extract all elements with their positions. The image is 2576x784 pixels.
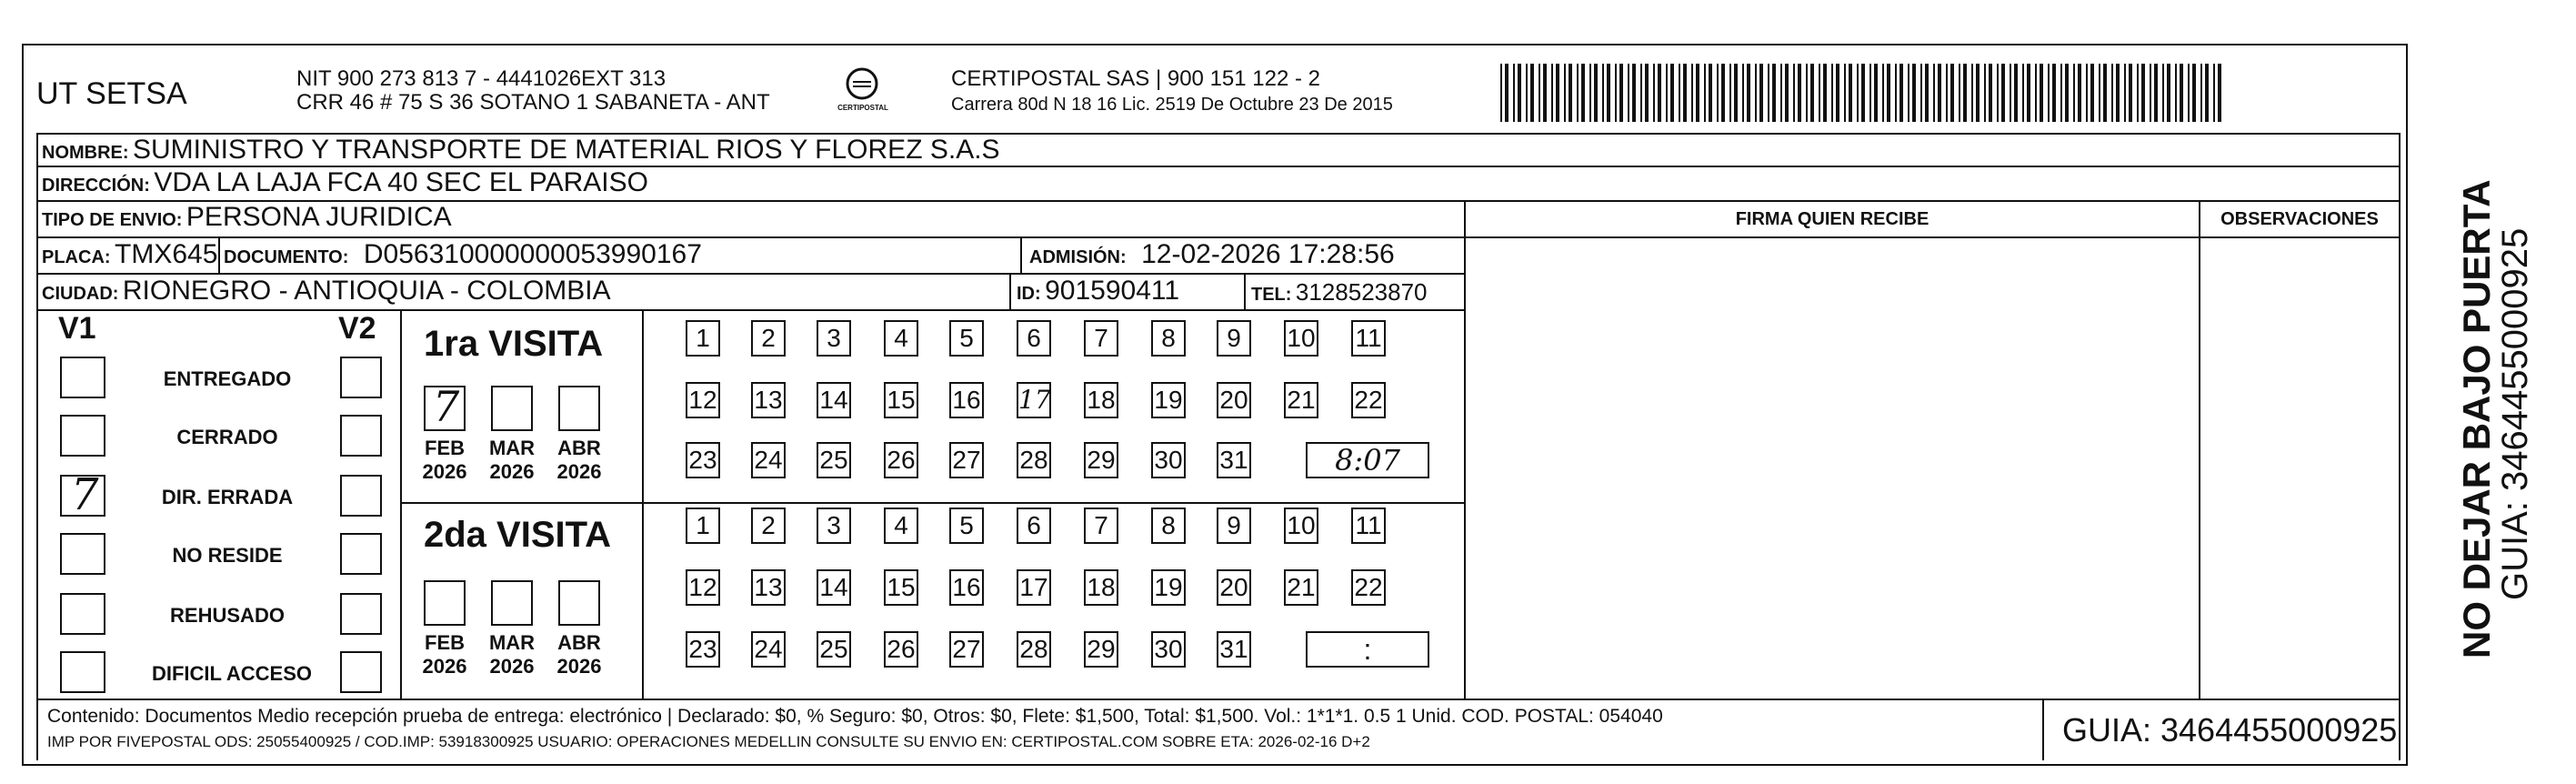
day-checkbox[interactable]: 15	[884, 382, 918, 418]
barcode-bar	[1619, 64, 1623, 122]
barcode-bar	[1589, 64, 1591, 122]
day-checkbox[interactable]: 14	[817, 382, 851, 418]
v1-checkbox[interactable]	[60, 357, 105, 398]
barcode-bar	[1742, 64, 1744, 122]
tipo-label: TIPO DE ENVIO:	[42, 210, 183, 230]
v2-checkbox[interactable]	[340, 593, 382, 635]
day-checkbox[interactable]: 31	[1217, 631, 1251, 668]
barcode-bar	[2192, 64, 2196, 122]
day-checkbox[interactable]: 4	[884, 320, 918, 357]
day-checkbox[interactable]: 29	[1084, 631, 1118, 668]
day-checkbox[interactable]: 24	[751, 442, 786, 478]
time-box[interactable]: 8:07	[1306, 442, 1429, 478]
documento-cell	[224, 239, 702, 270]
barcode-bar	[1577, 64, 1579, 122]
barcode-bar	[1806, 64, 1808, 122]
day-checkbox[interactable]: 6	[1017, 320, 1051, 357]
barcode-bar	[1607, 64, 1610, 122]
barcode-bar	[1946, 64, 1948, 122]
status-label: ENTREGADO	[163, 367, 292, 390]
day-checkbox[interactable]: 20	[1217, 569, 1251, 606]
day-checkbox[interactable]: 11	[1351, 508, 1386, 544]
day-checkbox[interactable]: 8	[1151, 320, 1186, 357]
placa-cell	[42, 239, 217, 270]
month-name: MAR	[488, 437, 536, 459]
barcode-bar	[2175, 64, 2177, 122]
barcode-bar	[1882, 64, 1884, 122]
barcode-bar	[1768, 64, 1769, 122]
nit-line: NIT 900 273 813 7 - 4441026EXT 313	[296, 66, 667, 91]
v1-mark: 7	[71, 469, 99, 520]
day-checkbox[interactable]: 28	[1017, 631, 1051, 668]
company-name: UT SETSA	[36, 76, 187, 111]
logo-text: CERTIPOSTAL	[837, 104, 888, 112]
day-checkbox[interactable]: 15	[884, 569, 918, 606]
tipo-row	[42, 202, 452, 233]
barcode-bar	[2048, 64, 2050, 122]
certipostal-line1: CERTIPOSTAL SAS | 900 151 122 - 2	[951, 66, 1320, 91]
barcode-bar	[1717, 64, 1719, 122]
day-checkbox[interactable]: 29	[1084, 442, 1118, 478]
barcode-bar	[1628, 64, 1629, 122]
barcode-bar	[1780, 64, 1782, 122]
barcode-bar	[1997, 64, 1999, 122]
status-label: REHUSADO	[170, 604, 285, 627]
month-year: 2026	[556, 655, 602, 678]
day-checkbox[interactable]: 3	[817, 320, 851, 357]
barcode-bar	[2001, 64, 2005, 122]
status-label: DIR. ERRADA	[161, 486, 294, 508]
day-checkbox[interactable]: 3	[817, 508, 851, 544]
barcode-bar	[2188, 64, 2190, 122]
barcode-bar	[2200, 64, 2202, 122]
day-checkbox[interactable]: 31	[1217, 442, 1251, 478]
day-checkbox[interactable]: 12	[686, 569, 720, 606]
first-visit-title: 1ra VISITA	[424, 324, 604, 364]
barcode-bar	[1653, 64, 1655, 122]
barcode-bar	[1759, 64, 1763, 122]
day-checkbox[interactable]: 5	[949, 508, 984, 544]
day-checkbox[interactable]: 19	[1151, 382, 1186, 418]
barcode-bar	[1551, 64, 1553, 122]
month-checkbox[interactable]	[491, 386, 533, 431]
admision-cell	[1029, 239, 1395, 270]
barcode-bar	[2116, 64, 2120, 122]
placa-value: TMX645	[115, 239, 218, 269]
day-checkbox[interactable]: 23	[686, 631, 720, 668]
firma-label: FIRMA QUIEN RECIBE	[1735, 209, 1929, 229]
barcode-bar	[1874, 64, 1878, 122]
barcode-bar	[2090, 64, 2094, 122]
barcode-bar	[1912, 64, 1916, 122]
barcode-bar	[1543, 64, 1547, 122]
barcode-bar	[1729, 64, 1731, 122]
barcode-bar	[1526, 64, 1528, 122]
barcode-bar	[2154, 64, 2158, 122]
barcode-bar	[2218, 64, 2221, 122]
month-name: FEB	[425, 437, 465, 459]
day-checkbox[interactable]: 4	[884, 508, 918, 544]
id-cell	[1017, 276, 1179, 307]
day-checkbox[interactable]: 16	[949, 569, 984, 606]
month-checkbox[interactable]	[558, 580, 600, 626]
barcode-bar	[2078, 64, 2081, 122]
barcode-bar	[2103, 64, 2107, 122]
ciudad-cell	[42, 276, 611, 307]
barcode-bar	[1666, 64, 1668, 122]
day-checkbox[interactable]: 13	[751, 569, 786, 606]
month-name: FEB	[425, 631, 465, 654]
barcode-bar	[1831, 64, 1833, 122]
day-checkbox[interactable]: 21	[1284, 382, 1318, 418]
barcode-bar	[1899, 64, 1903, 122]
status-label: NO RESIDE	[172, 544, 283, 567]
day-checkbox[interactable]: 2	[751, 508, 786, 544]
barcode-bar	[1925, 64, 1929, 122]
barcode-bar	[1645, 64, 1649, 122]
barcode-bar	[1691, 64, 1693, 122]
barcode-bar	[2213, 64, 2215, 122]
day-checkbox[interactable]: 25	[817, 442, 851, 478]
v2-checkbox[interactable]	[340, 415, 382, 457]
barcode-bar	[1500, 64, 1502, 122]
day-checkbox[interactable]: 9	[1217, 320, 1251, 357]
direccion-row	[42, 167, 648, 198]
barcode-bar	[2124, 64, 2126, 122]
day-checkbox[interactable]: 28	[1017, 442, 1051, 478]
barcode-bar	[1747, 64, 1750, 122]
day-checkbox[interactable]: 30	[1151, 631, 1186, 668]
v1-label: V1	[58, 311, 96, 346]
day-checkbox[interactable]: 12	[686, 382, 720, 418]
barcode-bar	[2035, 64, 2037, 122]
day-checkbox[interactable]: 27	[949, 631, 984, 668]
month-name: MAR	[488, 631, 536, 654]
v2-checkbox[interactable]	[340, 475, 382, 517]
barcode-bar	[2162, 64, 2164, 122]
barcode-bar	[2150, 64, 2151, 122]
day-checkbox[interactable]: 8	[1151, 508, 1186, 544]
barcode-bar	[1683, 64, 1687, 122]
barcode-bar	[1785, 64, 1789, 122]
barcode-bar	[1938, 64, 1941, 122]
barcode-bar	[1895, 64, 1897, 122]
day-checkbox[interactable]: 22	[1351, 382, 1386, 418]
v2-checkbox[interactable]	[340, 651, 382, 693]
day-checkbox[interactable]: 1	[686, 320, 720, 357]
admision-label: ADMISIÓN:	[1029, 247, 1127, 267]
day-checkbox[interactable]: 6	[1017, 508, 1051, 544]
month-mark: 7	[433, 382, 460, 431]
barcode-bar	[1581, 64, 1585, 122]
barcode-bar	[1632, 64, 1636, 122]
month-year: 2026	[489, 655, 535, 678]
barcode-bar	[1857, 64, 1859, 122]
barcode-bar	[1887, 64, 1890, 122]
barcode-bar	[2129, 64, 2132, 122]
month-checkbox[interactable]	[424, 580, 466, 626]
barcode-bar	[1984, 64, 1986, 122]
barcode-bar	[2040, 64, 2043, 122]
documento-label: DOCUMENTO:	[224, 247, 349, 267]
day-checkbox[interactable]: 18	[1084, 382, 1118, 418]
barcode-bar	[2065, 64, 2069, 122]
documento-value: D056310000000053990167	[363, 239, 702, 269]
barcode-bar	[1679, 64, 1680, 122]
barcode-bar	[1836, 64, 1839, 122]
barcode-bar	[2022, 64, 2024, 122]
v1-checkbox[interactable]	[60, 651, 105, 693]
day-checkbox[interactable]: 30	[1151, 442, 1186, 478]
day-checkbox[interactable]: 26	[884, 442, 918, 478]
barcode-bar	[1772, 64, 1776, 122]
ciudad-value: RIONEGRO - ANTIOQUIA - COLOMBIA	[122, 276, 611, 306]
day-checkbox[interactable]: 22	[1351, 569, 1386, 606]
nombre-row	[42, 135, 1000, 166]
month-name: ABR	[557, 631, 601, 654]
barcode-bar	[1721, 64, 1725, 122]
month-year: 2026	[556, 460, 602, 483]
barcode-bar	[1793, 64, 1795, 122]
status-label: CERRADO	[176, 426, 278, 448]
id-value: 901590411	[1045, 276, 1180, 306]
barcode-bar	[1950, 64, 1954, 122]
day-checkbox[interactable]: 18	[1084, 569, 1118, 606]
tel-cell	[1251, 278, 1428, 307]
barcode-bar	[2052, 64, 2056, 122]
v2-checkbox[interactable]	[340, 357, 382, 398]
day-checkbox[interactable]: 21	[1284, 569, 1318, 606]
day-checkbox[interactable]: 14	[817, 569, 851, 606]
barcode-bar	[1505, 64, 1509, 122]
barcode-bar	[1861, 64, 1865, 122]
day-checkbox[interactable]: 9	[1217, 508, 1251, 544]
day-checkbox[interactable]: 1	[686, 508, 720, 544]
month-checkbox[interactable]	[424, 382, 466, 431]
observaciones-label: OBSERVACIONES	[2220, 209, 2379, 229]
barcode-bar	[1819, 64, 1820, 122]
day-checkbox[interactable]: 24	[751, 631, 786, 668]
day-checkbox[interactable]: 27	[949, 442, 984, 478]
barcode-bar	[1602, 64, 1604, 122]
barcode-bar	[2111, 64, 2113, 122]
barcode-bar	[2141, 64, 2145, 122]
day-checkbox[interactable]: 16	[949, 382, 984, 418]
barcode-bar	[2137, 64, 2139, 122]
barcode-bar	[1798, 64, 1801, 122]
barcode-bar	[1530, 64, 1534, 122]
barcode-bar	[1976, 64, 1980, 122]
barcode-bar	[1810, 64, 1814, 122]
nombre-label: NOMBRE:	[42, 143, 129, 163]
second-visit-title: 2da VISITA	[424, 515, 611, 555]
barcode-bar	[2099, 64, 2100, 122]
barcode-bar	[1959, 64, 1960, 122]
footer-guia: GUIA: 3464455000925	[2062, 711, 2398, 749]
month-name: ABR	[557, 437, 601, 459]
barcode-bar	[1569, 64, 1572, 122]
footer-line2: IMP POR FIVEPOSTAL ODS: 25055400925 / COD.IMP: 53918300925 USUARIO: OPERACIONES MEDELLIN CONSULTE SU ENVIO EN: CERTIPOSTAL.COM SOBRE ETA: 2026-02-16 D+2	[47, 733, 1370, 750]
barcode-bar	[1564, 64, 1566, 122]
barcode-bar	[1734, 64, 1738, 122]
day-checkbox[interactable]: 11	[1351, 320, 1386, 357]
side-guia: GUIA: 3464455000925	[2495, 227, 2535, 600]
barcode-bar	[2027, 64, 2030, 122]
v1-checkbox[interactable]	[60, 415, 105, 457]
tel-label: TEL:	[1251, 285, 1292, 305]
direccion-value: VDA LA LAJA FCA 40 SEC EL PARAISO	[154, 167, 648, 197]
month-year: 2026	[422, 655, 467, 678]
barcode-bar	[1849, 64, 1852, 122]
day-checkbox[interactable]: 19	[1151, 569, 1186, 606]
barcode-bar	[2180, 64, 2183, 122]
barcode-bar	[2073, 64, 2075, 122]
day-checkbox[interactable]: 7	[1084, 508, 1118, 544]
side-warning: NO DEJAR BAJO PUERTA	[2455, 179, 2498, 658]
time-box[interactable]: :	[1306, 631, 1429, 668]
barcode-bar	[1989, 64, 1992, 122]
v2-label: V2	[338, 311, 376, 346]
month-year: 2026	[422, 460, 467, 483]
barcode-bar	[1971, 64, 1973, 122]
day-checkbox[interactable]: 7	[1084, 320, 1118, 357]
barcode-bar	[1556, 64, 1559, 122]
tipo-value: PERSONA JURIDICA	[185, 202, 452, 232]
barcode-bar	[1869, 64, 1871, 122]
day-checkbox[interactable]: 2	[751, 320, 786, 357]
month-year: 2026	[489, 460, 535, 483]
status-label: DIFICIL ACCESO	[151, 662, 312, 685]
barcode-bar	[2205, 64, 2209, 122]
day-checkbox[interactable]: 10	[1284, 508, 1318, 544]
day-checkbox[interactable]: 25	[817, 631, 851, 668]
day-checkbox[interactable]: 17	[1017, 569, 1051, 606]
barcode-bar	[2060, 64, 2062, 122]
id-label: ID:	[1017, 284, 1041, 304]
day-checkbox[interactable]: 26	[884, 631, 918, 668]
barcode-bar	[2010, 64, 2011, 122]
placa-label: PLACA:	[42, 247, 111, 267]
day-checkbox[interactable]: 20	[1217, 382, 1251, 418]
barcode-bar	[2167, 64, 2170, 122]
v1-checkbox[interactable]	[60, 469, 105, 520]
barcode-bar	[1844, 64, 1846, 122]
barcode-bar	[2014, 64, 2018, 122]
barcode-bar	[1709, 64, 1712, 122]
ciudad-label: CIUDAD:	[42, 284, 119, 304]
tel-value: 3128523870	[1295, 278, 1428, 306]
barcode-bar	[1594, 64, 1598, 122]
v2-checkbox[interactable]	[340, 533, 382, 575]
day-checkbox[interactable]: 10	[1284, 320, 1318, 357]
direccion-label: DIRECCIÓN:	[42, 176, 150, 196]
month-checkbox[interactable]	[491, 580, 533, 626]
certipostal-logo	[835, 64, 889, 118]
firma-area[interactable]	[1468, 238, 2197, 697]
barcode-bar	[1696, 64, 1699, 122]
v1-checkbox[interactable]	[60, 593, 105, 635]
v1-checkbox[interactable]	[60, 533, 105, 575]
day-checkbox[interactable]: 17	[1017, 382, 1051, 418]
nombre-value: SUMINISTRO Y TRANSPORTE DE MATERIAL RIOS Y FLOREZ S.A.S	[133, 135, 1000, 165]
barcode-bar	[1933, 64, 1935, 122]
day-checkbox[interactable]: 23	[686, 442, 720, 478]
barcode-bar	[1539, 64, 1540, 122]
barcode-bar	[1755, 64, 1757, 122]
barcode-bar	[1823, 64, 1827, 122]
certipostal-line2: Carrera 80d N 18 16 Lic. 2519 De Octubre 23 De 2015	[951, 95, 1393, 115]
address-line: CRR 46 # 75 S 36 SOTANO 1 SABANETA - ANT	[296, 90, 770, 115]
observaciones-area[interactable]	[2202, 238, 2397, 697]
barcode-bar	[1615, 64, 1617, 122]
barcode-bar	[1920, 64, 1922, 122]
barcode-bar	[1704, 64, 1706, 122]
barcode-bar	[1658, 64, 1661, 122]
footer-line1: Contenido: Documentos Medio recepción prueba de entrega: electrónico | Declarado: $0, % Seguro: $0, Otros: $0, Flete: $1,500, Total: $1,500. Vol.: 1*1*1. 0.5 1 Unid. COD. POSTAL: 054040	[47, 706, 1663, 727]
barcode-bar	[1670, 64, 1674, 122]
barcode	[1500, 64, 2228, 124]
admision-value: 12-02-2026 17:28:56	[1141, 239, 1395, 269]
barcode-bar	[1640, 64, 1642, 122]
month-checkbox[interactable]	[558, 386, 600, 431]
barcode-bar	[1963, 64, 1967, 122]
day-checkbox[interactable]: 5	[949, 320, 984, 357]
day-checkbox[interactable]: 13	[751, 382, 786, 418]
barcode-bar	[1908, 64, 1909, 122]
barcode-bar	[2086, 64, 2088, 122]
barcode-bar	[1513, 64, 1515, 122]
barcode-bar	[1518, 64, 1521, 122]
